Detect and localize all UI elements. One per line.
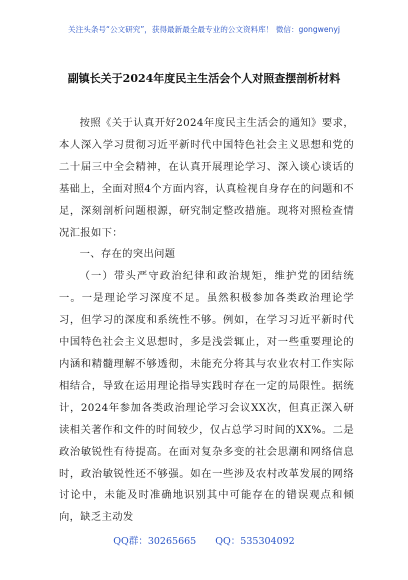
header-banner: 关注头条号“公文研究”，获得最新最全最专业的公文资料库！ 微信：gongwenyj [68,25,340,34]
body-paragraph: （一）带头严守政治纪律和政治规矩，维护党的团结统一。一是理论学习深度不足。虽然积极参加各类政治理论学习，但学习的深度和系统性不够。例如，在学习习近平新时代中国特色社会主义思想时，多是浅尝辄止，对一些重要理论的内涵和精髓理解不够透彻，未能充分将其与农业农村工作实际相结合，导致在运用理论指导实践时存在一定的局限性。据统计，2024年参加各类政治理论学习会议XX次，但真正深入研读相关著作和文件的时间较少，仅占总学习时间的XX%。二是政治敏锐性有待提高。在面对复杂多变的社会思潮和网络信息时，政治敏锐性还不够强。如在一些涉及农村改革发展的网络讨论中，未能及时准确地识别其中可能存在的错误观点和倾向，缺乏主动发 [59,270,354,524]
intro-paragraph: 按照《关于认真开好2024年度民主生活会的通知》要求，本人深入学习贯彻习近平新时代中国特色社会主义思想和党的二十届三中全会精神，在认真开展理论学习、深入谈心谈话的基础上，全面对照4个方面内容，认真检视自身存在的问题和不足，深刻剖析问题根源，研究制定整改措施。现将对照检查情况汇报如下： [59,117,354,239]
document-body [59,113,354,529]
section-heading: 一、存在的突出问题 [79,248,176,261]
qq-group-number: QQ群：30265665 [113,536,197,547]
footer-contacts [0,533,408,547]
document-title: 副镇长关于2024年度民主生活会个人对照查摆剖析材料 [67,72,341,85]
qq-number: QQ：535304092 [215,536,295,547]
